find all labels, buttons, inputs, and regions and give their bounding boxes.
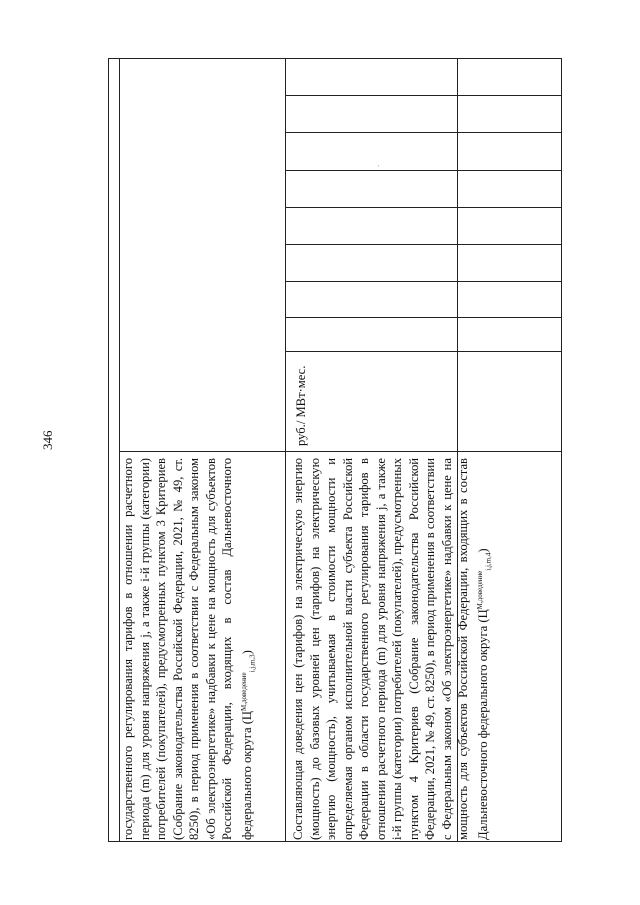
row-1-description [120,458,290,840]
row-divider [285,207,561,208]
unit-column-divider [119,451,561,452]
row-2-formula: $(Ц^{М,доведение}_{i,j,m,4})$ [475,548,493,623]
row-divider [285,351,561,352]
row-divider [285,281,561,282]
row-divider [285,170,561,171]
row-divider [285,317,561,318]
row-divider [285,244,561,245]
row-1-formula: $(Ц^{М,доведение}_{i,j,m,3})$ [239,650,257,725]
row-1-description-text: государственного регулирования тарифов в отношении расчетного периода (m) для уровня напряжения j, а также i-й группы (категории) потребителей (покупателей), предусмотренных пунктом 3 Критериев (Собрание законодательства Российской Федерации, 2021, № 49, ст. 8250), в период применения в соответствии с Федеральным законом «Об электроэнергетике» надбавки к цене на мощность для субъектов Российской Федерации, входящих в состав Дальневосточного федерального округа [121,458,254,840]
row-2-description [290,458,493,840]
cell-mark: . [371,164,381,167]
row-divider [285,95,561,96]
row-divider [285,132,561,133]
row-2-description-text: Составляющая доведения цен (тарифов) на электрическую энергию (мощность) до базовых уровней цен (тарифов) на электрическую энергию (мощность), учитываемая в стоимости мощности и определяемая органом исполнительной власти субъекта Российской Федерации в области государственного регулирования тарифов в отношении расчетного периода (m) для уровня напряжения j, а также i-й группы (категории) потребителей (покупателей), предусмотренных пунктом 4 Критериев (Собрание законодательства Российской Федерации, 2021, № 49, ст. 8250), в период применения в соответствии с Федеральным законом «Об электроэнергетике» надбавки к цене на мощность для субъектов Российской Федерации, входящих в состав Дальневосточного федерального округа [291,458,490,840]
page-number: 346 [40,430,55,450]
row-2-unit: руб./ МВт·мес. [294,365,308,446]
